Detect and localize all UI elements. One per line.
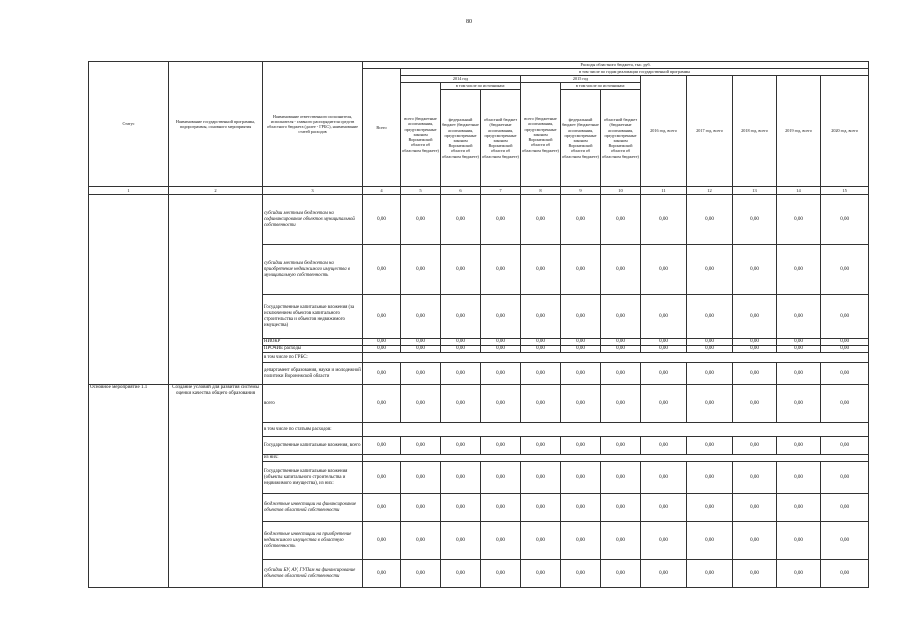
header-2016: 2016 год, всего [641,76,687,187]
col-num: 2 [169,187,263,195]
col-num: 15 [821,187,869,195]
value-cell: 0,00 [601,295,641,339]
row-label: ПРОЧИЕ расходы [263,346,363,353]
table-row [89,195,869,245]
value-cell: 0,00 [641,385,687,423]
value-cell: 0,00 [521,385,561,423]
header-total: Всего [363,69,401,187]
value-cell: 0,00 [401,560,441,588]
value-cell: 0,00 [601,363,641,385]
empty-cell [363,353,869,363]
header-status: Статус [89,62,169,187]
budget-table [88,61,869,588]
header-2015-federal: федеральный бюджет (бюджетные ассигнования, предусмотренные законом Воронежской области об областном бюджете) [561,90,601,187]
column-numbers-row [89,187,869,195]
col-num: 9 [561,187,601,195]
header-year-2015: 2015 год [521,76,641,83]
value-cell: 0,00 [641,195,687,245]
value-cell: 0,00 [561,295,601,339]
value-cell: 0,00 [441,363,481,385]
value-cell: 0,00 [821,346,869,353]
empty-cell [363,423,869,437]
value-cell: 0,00 [561,560,601,588]
value-cell: 0,00 [401,363,441,385]
value-cell: 0,00 [687,462,733,494]
value-cell: 0,00 [363,339,401,346]
value-cell: 0,00 [441,295,481,339]
value-cell: 0,00 [641,462,687,494]
col-num: 6 [441,187,481,195]
value-cell: 0,00 [641,437,687,455]
value-cell: 0,00 [401,494,441,522]
value-cell: 0,00 [441,339,481,346]
value-cell: 0,00 [733,437,777,455]
table-row [89,385,869,423]
value-cell: 0,00 [561,245,601,295]
value-cell: 0,00 [687,385,733,423]
value-cell: 0,00 [481,494,521,522]
header-2014-total-budget: всего (бюджетные ассигнования, предусмотренные законом Воронежской области об областном бюджете) [401,83,441,187]
value-cell: 0,00 [561,522,601,560]
value-cell: 0,00 [687,195,733,245]
value-cell: 0,00 [481,560,521,588]
value-cell: 0,00 [401,339,441,346]
value-cell: 0,00 [733,339,777,346]
value-cell: 0,00 [777,195,821,245]
value-cell: 0,00 [777,560,821,588]
header-2014-by-sources: в том числе по источникам: [441,83,521,90]
col-num: 13 [733,187,777,195]
value-cell: 0,00 [733,462,777,494]
header-2014-federal: федеральный бюджет (бюджетные ассигнования, предусмотренные законом Воронежской области об областном бюджете) [441,90,481,187]
value-cell: 0,00 [601,560,641,588]
value-cell: 0,00 [821,195,869,245]
program-cell [169,195,263,385]
value-cell: 0,00 [641,522,687,560]
value-cell: 0,00 [601,437,641,455]
value-cell: 0,00 [441,522,481,560]
row-label: Государственные капитальные вложения (объекты капитального строительства и недвижимого имущества), из них: [263,462,363,494]
header-2015-total-budget: всего (бюджетные ассигнования, предусмотренные законом Воронежской области об областном бюджете) [521,83,561,187]
row-label: департамент образования, науки и молодежной политики Воронежской области [263,363,363,385]
continued-rows [89,195,869,385]
value-cell: 0,00 [821,462,869,494]
value-cell: 0,00 [733,346,777,353]
main-activity-status: Основное мероприятие 1.1 [89,385,169,588]
value-cell: 0,00 [561,363,601,385]
row-label: субсидии БУ, АУ, ГУПам на финансирование объектов областной собственности [263,560,363,588]
value-cell: 0,00 [777,385,821,423]
value-cell: 0,00 [363,363,401,385]
value-cell: 0,00 [441,437,481,455]
row-label: Государственные капитальные вложения (за исключением объектов капитального строительства и объектов недвижимого имущества) [263,295,363,339]
value-cell: 0,00 [641,339,687,346]
value-cell: 0,00 [733,195,777,245]
value-cell: 0,00 [363,295,401,339]
value-cell: 0,00 [363,494,401,522]
value-cell: 0,00 [601,245,641,295]
header-expenses-title: Расходы областного бюджета, тыс. руб. [363,62,869,69]
value-cell: 0,00 [641,346,687,353]
header-2019: 2019 год, всего [777,76,821,187]
header-2015-by-sources: в том числе по источникам: [561,83,641,90]
row-label: субсидии местным бюджетам на софинансирование объектов муниципальной собственности [263,195,363,245]
main-activity-name: Создание условий для развития системы оценки качества общего образования [169,385,263,588]
value-cell: 0,00 [777,363,821,385]
value-cell: 0,00 [481,363,521,385]
row-label: бюджетные инвестиции на приобретение недвижимого имущества в областную собственность [263,522,363,560]
value-cell: 0,00 [641,494,687,522]
page-number: 80 [466,19,472,25]
value-cell: 0,00 [521,560,561,588]
value-cell: 0,00 [363,522,401,560]
value-cell: 0,00 [401,522,441,560]
value-cell: 0,00 [481,295,521,339]
value-cell: 0,00 [441,195,481,245]
value-cell: 0,00 [601,339,641,346]
row-label: Государственные капитальные вложения, всего [263,437,363,455]
value-cell: 0,00 [687,560,733,588]
value-cell: 0,00 [441,462,481,494]
value-cell: 0,00 [821,560,869,588]
value-cell: 0,00 [561,462,601,494]
value-cell: 0,00 [733,494,777,522]
value-cell: 0,00 [821,295,869,339]
value-cell: 0,00 [363,346,401,353]
col-num: 8 [521,187,561,195]
col-num: 4 [363,187,401,195]
header-executor: Наименование ответственного исполнителя, исполнителя - главного распорядителя средств областного бюджета (далее - ГРБС), наименование статей расходов [263,62,363,187]
value-cell: 0,00 [601,494,641,522]
value-cell: 0,00 [401,346,441,353]
value-cell: 0,00 [561,437,601,455]
value-cell: 0,00 [561,385,601,423]
col-num: 14 [777,187,821,195]
value-cell: 0,00 [363,462,401,494]
row-label: в том числе по ГРБС: [263,353,363,363]
value-cell: 0,00 [821,385,869,423]
value-cell: 0,00 [821,494,869,522]
value-cell: 0,00 [777,494,821,522]
value-cell: 0,00 [441,494,481,522]
col-num: 5 [401,187,441,195]
value-cell: 0,00 [481,462,521,494]
main-activity-section [89,385,869,588]
value-cell: 0,00 [441,560,481,588]
row-label: бюджетные инвестиции на финансирование объектов областной собственности [263,494,363,522]
value-cell: 0,00 [777,437,821,455]
value-cell: 0,00 [601,346,641,353]
value-cell: 0,00 [521,462,561,494]
header-2018: 2018 год, всего [733,76,777,187]
value-cell: 0,00 [521,245,561,295]
value-cell: 0,00 [777,245,821,295]
value-cell: 0,00 [733,363,777,385]
header-2020: 2020 год, всего [821,76,869,187]
value-cell: 0,00 [777,522,821,560]
col-num: 7 [481,187,521,195]
value-cell: 0,00 [481,385,521,423]
header-2017: 2017 год, всего [687,76,733,187]
value-cell: 0,00 [821,522,869,560]
value-cell: 0,00 [687,494,733,522]
value-cell: 0,00 [821,437,869,455]
value-cell: 0,00 [777,346,821,353]
value-cell: 0,00 [641,560,687,588]
col-num: 12 [687,187,733,195]
empty-cell [363,455,869,462]
value-cell: 0,00 [441,245,481,295]
value-cell: 0,00 [401,245,441,295]
header-program-name: Наименование государственной программы, подпрограммы, основного мероприятия [169,62,263,187]
value-cell: 0,00 [401,295,441,339]
header-2015-regional: областной бюджет (бюджетные ассигнования, предусмотренные законом Воронежской области об областном бюджете) [601,90,641,187]
header-2014-regional: областной бюджет (бюджетные ассигнования, предусмотренные законом Воронежской области об областном бюджете) [481,90,521,187]
header-years-subtitle: в том числе по годам реализации государственной программы [401,69,869,76]
value-cell: 0,00 [561,346,601,353]
value-cell: 0,00 [821,245,869,295]
value-cell: 0,00 [777,295,821,339]
value-cell: 0,00 [401,195,441,245]
col-num: 10 [601,187,641,195]
value-cell: 0,00 [687,346,733,353]
value-cell: 0,00 [363,385,401,423]
value-cell: 0,00 [481,437,521,455]
value-cell: 0,00 [521,494,561,522]
value-cell: 0,00 [561,494,601,522]
row-label: субсидии местным бюджетам на приобретение недвижимого имущества в муниципальную собственность [263,245,363,295]
value-cell: 0,00 [521,295,561,339]
value-cell: 0,00 [561,339,601,346]
value-cell: 0,00 [521,346,561,353]
value-cell: 0,00 [481,245,521,295]
value-cell: 0,00 [733,245,777,295]
value-cell: 0,00 [821,363,869,385]
value-cell: 0,00 [363,195,401,245]
value-cell: 0,00 [601,195,641,245]
value-cell: 0,00 [777,462,821,494]
row-label: в том числе по статьям расходов: [263,423,363,437]
value-cell: 0,00 [687,295,733,339]
value-cell: 0,00 [601,385,641,423]
value-cell: 0,00 [561,195,601,245]
value-cell: 0,00 [441,385,481,423]
row-label: из них: [263,455,363,462]
value-cell: 0,00 [777,339,821,346]
col-num: 3 [263,187,363,195]
value-cell: 0,00 [401,385,441,423]
value-cell: 0,00 [521,522,561,560]
value-cell: 0,00 [401,462,441,494]
col-num: 1 [89,187,169,195]
col-num: 11 [641,187,687,195]
value-cell: 0,00 [733,385,777,423]
value-cell: 0,00 [481,195,521,245]
value-cell: 0,00 [641,295,687,339]
value-cell: 0,00 [363,437,401,455]
value-cell: 0,00 [363,245,401,295]
value-cell: 0,00 [687,437,733,455]
value-cell: 0,00 [687,363,733,385]
value-cell: 0,00 [441,346,481,353]
value-cell: 0,00 [481,346,521,353]
value-cell: 0,00 [601,462,641,494]
status-cell [89,195,169,385]
value-cell: 0,00 [521,363,561,385]
value-cell: 0,00 [733,522,777,560]
value-cell: 0,00 [363,560,401,588]
value-cell: 0,00 [521,195,561,245]
value-cell: 0,00 [601,522,641,560]
value-cell: 0,00 [641,363,687,385]
value-cell: 0,00 [481,522,521,560]
value-cell: 0,00 [481,339,521,346]
header-year-2014: 2014 год [401,76,521,83]
value-cell: 0,00 [641,245,687,295]
value-cell: 0,00 [687,522,733,560]
value-cell: 0,00 [521,339,561,346]
value-cell: 0,00 [521,437,561,455]
value-cell: 0,00 [687,245,733,295]
value-cell: 0,00 [687,339,733,346]
value-cell: 0,00 [733,560,777,588]
row-label: НИОКР [263,339,363,346]
value-cell: 0,00 [401,437,441,455]
value-cell: 0,00 [821,339,869,346]
row-label: всего [263,385,363,423]
value-cell: 0,00 [733,295,777,339]
